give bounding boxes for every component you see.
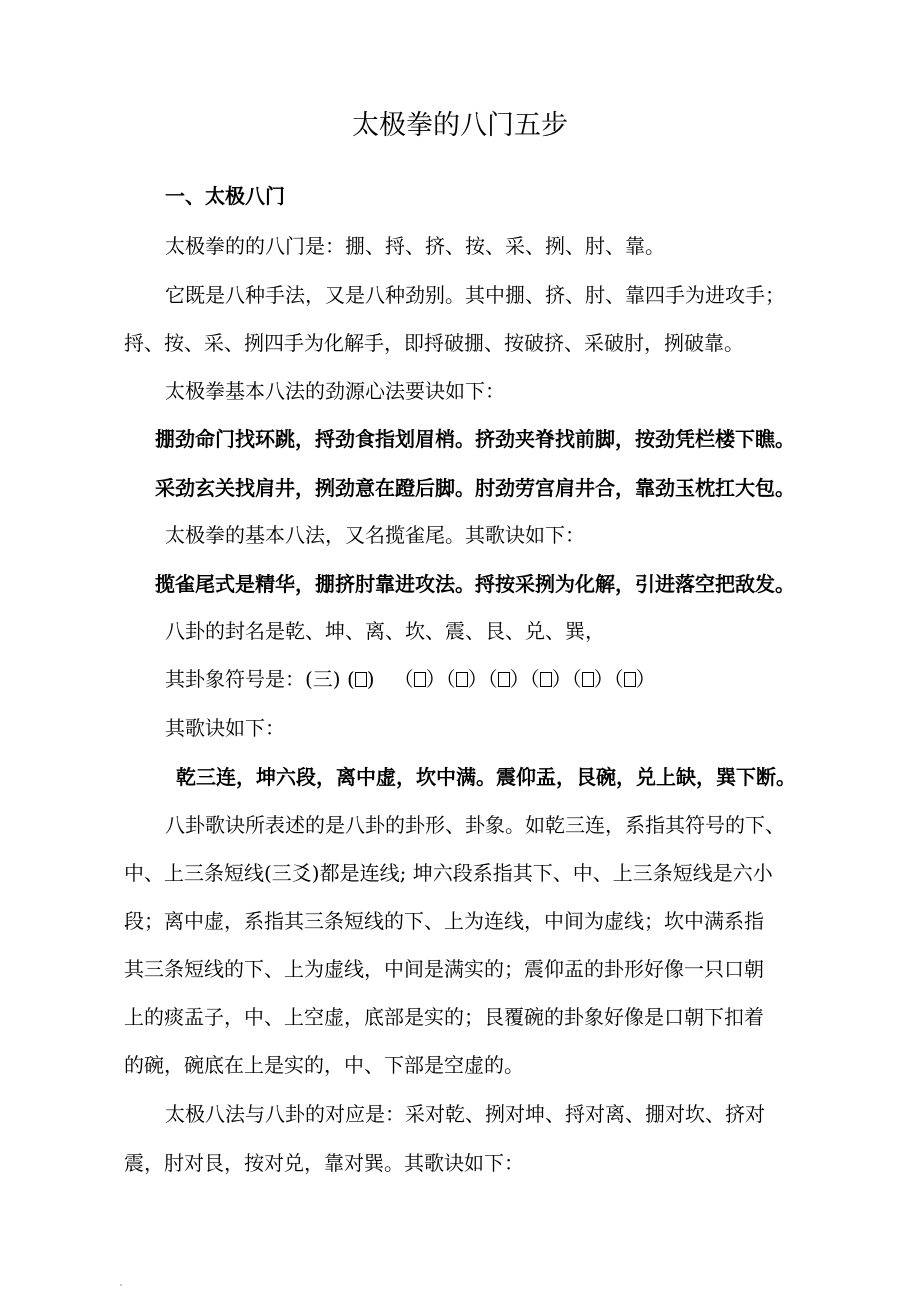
missing-glyph-icon: [498, 672, 510, 687]
paragraph-explanation-line3: 段；离中虚，系指其三条短线的下、上为连线，中间为虚线；坎中满系指: [124, 909, 764, 933]
paragraph-eight-gates: 太极拳的的八门是：掤、捋、挤、按、采、挒、肘、靠。: [165, 234, 665, 258]
missing-glyph-icon: [624, 672, 636, 687]
missing-glyph-icon: [582, 672, 594, 687]
missing-glyph-icon: [456, 672, 468, 687]
page-title: 太极拳的八门五步: [352, 110, 568, 141]
verse-trigram-shapes: 乾三连，坤六段，离中虚，坎中满。震仰盂，艮碗，兑上缺，巽下断。: [176, 765, 796, 789]
paragraph-grasp-sparrow: 太极拳的基本八法，又名揽雀尾。其歌诀如下：: [165, 523, 585, 547]
paragraph-explanation-line4: 其三条短线的下、上为虚线，中间是满实的；震仰盂的卦形好像一只口朝: [124, 957, 764, 981]
paragraph-explanation-line2: 中、上三条短线(三爻)都是连线; 坤六段系指其下、中、上三条短线是六小: [124, 861, 773, 885]
missing-glyph-icon: [540, 672, 552, 687]
paragraph-techniques-line2: 捋、按、采、挒四手为化解手，即捋破掤、按破挤、采破肘，挒破靠。: [124, 331, 744, 355]
paragraph-correspondence-line2: 震，肘对艮，按对兑，靠对巽。其歌诀如下：: [124, 1151, 524, 1175]
paragraph-techniques-line1: 它既是八种手法，又是八种劲别。其中掤、挤、肘、靠四手为进攻手；: [165, 283, 785, 307]
missing-glyph-icon: [355, 672, 367, 687]
verse-power-line2: 采劲玄关找肩井，挒劲意在蹬后脚。肘劲劳宫肩井合，靠劲玉枕扛大包。: [155, 476, 795, 500]
paragraph-explanation-line6: 的碗，碗底在上是实的，中、下部是空虚的。: [124, 1053, 524, 1077]
verse-grasp-sparrow: 揽雀尾式是精华，掤挤肘靠进攻法。捋按采挒为化解，引进落空把敌发。: [155, 572, 795, 596]
trigram-symbols-prefix: 其卦象符号是：(三) (: [165, 667, 355, 691]
page-marker: [120, 1284, 122, 1286]
section-heading: 一、太极八门: [165, 184, 285, 208]
missing-glyph-icon: [414, 672, 426, 687]
paragraph-trigram-symbols: 其卦象符号是：(三) ( ) （ ）（ ）（ ）（ ）（ ）（ ）: [165, 667, 656, 691]
paragraph-verse-intro: 其歌诀如下：: [165, 716, 285, 740]
paragraph-correspondence-line1: 太极八法与八卦的对应是：采对乾、挒对坤、捋对离、掤对坎、挤对: [165, 1102, 765, 1126]
paragraph-trigram-names: 八卦的封名是乾、坤、离、坎、震、艮、兑、巽，: [165, 619, 605, 643]
verse-power-line1: 掤劲命门找环跳，捋劲食指划眉梢。挤劲夹脊找前脚，按劲凭栏楼下瞧。: [155, 427, 795, 451]
paragraph-explanation-line5: 上的痰盂子，中、上空虚，底部是实的；艮覆碗的卦象好像是口朝下扣着: [124, 1005, 764, 1029]
paragraph-explanation-line1: 八卦歌诀所表述的是八卦的卦形、卦象。如乾三连，系指其符号的下、: [165, 813, 785, 837]
paragraph-formula-intro: 太极拳基本八法的劲源心法要诀如下：: [165, 379, 505, 403]
trigram-symbols-close: ): [366, 667, 375, 691]
